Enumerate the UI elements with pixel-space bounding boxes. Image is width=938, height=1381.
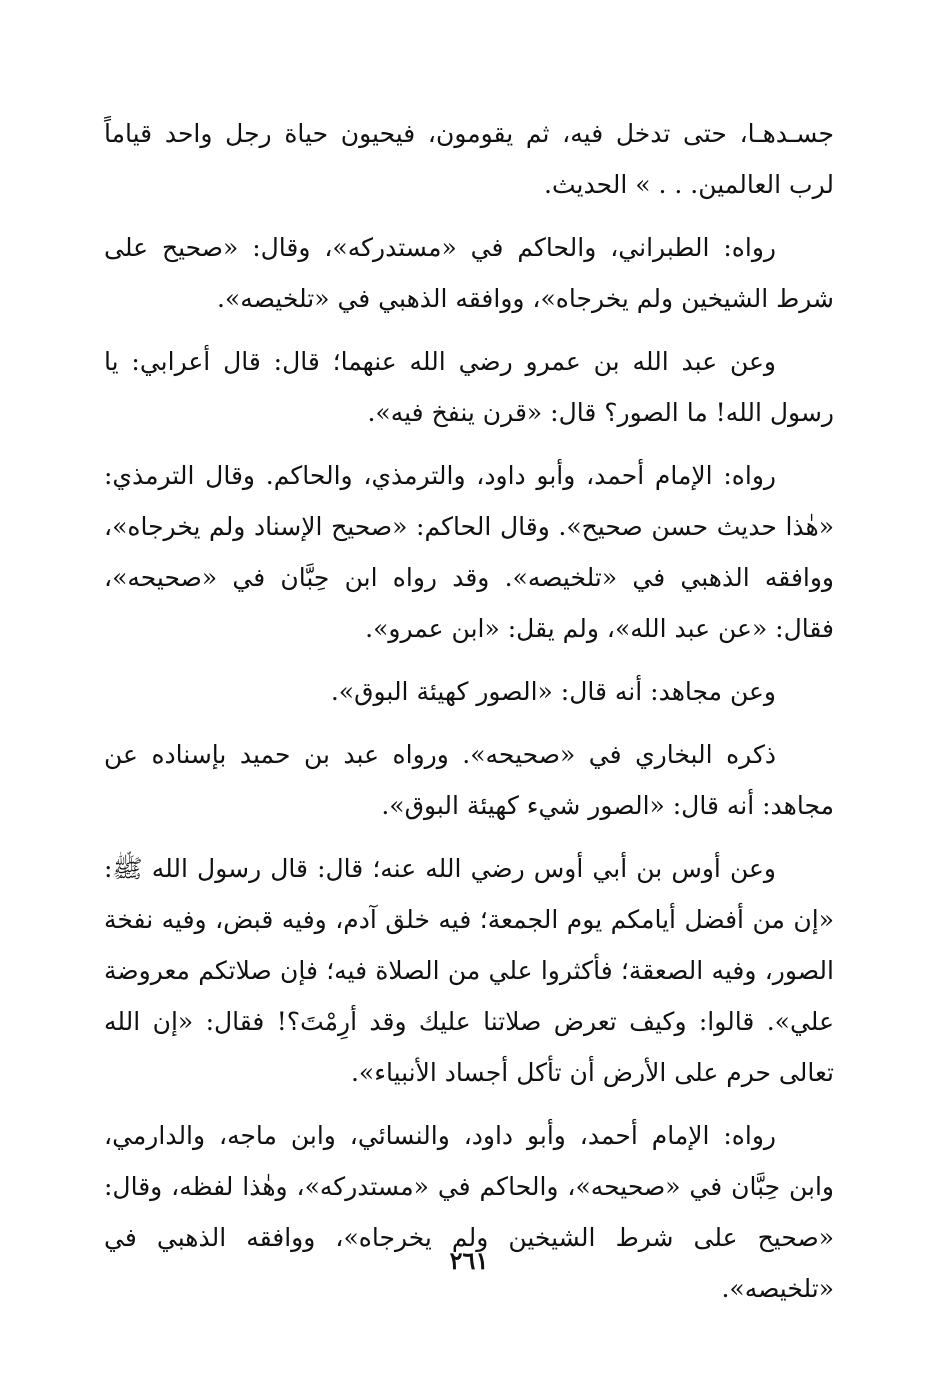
body-text — [104, 108, 834, 1326]
paragraph-8: رواه: الإمام أحمد، وأبو داود، والنسائي، وابن ماجه، والدارمي، وابن حِبَّان في «صحيحه»، والحاكم في «مستدركه»، وهٰذا لفظه، وقال: «صحيح على شرط الشيخين ولم يخرجاه»، ووافقه الذهبي في «تلخيصه». — [104, 1121, 834, 1303]
paragraph-2: رواه: الطبراني، والحاكم في «مستدركه»، وقال: «صحيح على شرط الشيخين ولم يخرجاه»، ووافقه الذهبي في «تلخيصه». — [104, 233, 834, 313]
page-number: ٢٦١ — [449, 1246, 489, 1275]
paragraph-1: جسـدهـا، حتى تدخل فيه، ثم يقومون، فيحيون حياة رجل واحد قياماً لرب العالمين. . . » الحديث. — [104, 119, 834, 199]
paragraph-7: وعن أوس بن أبي أوس رضي الله عنه؛ قال: قال رسول الله ﷺ: «إن من أفضل أيامكم يوم الجمعة؛ فيه خلق آدم، وفيه قبض، وفيه نفخة الصور، وفيه الصعقة؛ فأكثروا علي من الصلاة فيه؛ فإن صلاتكم معروضة علي». قالوا: وكيف تعرض صلاتنا عليك وقد أرِمْتَ؟! فقال: «إن الله تعالى حرم على الأرض أن تأكل أجساد الأنبياء». — [104, 854, 834, 1087]
paragraph-5: وعن مجاهد: أنه قال: «الصور كهيئة البوق». — [330, 677, 776, 706]
paragraph-3: وعن عبد الله بن عمرو رضي الله عنهما؛ قال: قال أعرابي: يا رسول الله! ما الصور؟ قال: «قرن ينفخ فيه». — [104, 347, 834, 427]
paragraph-6: ذكره البخاري في «صحيحه». ورواه عبد بن حميد بإسناده عن مجاهد: أنه قال: «الصور شيء كهيئة البوق». — [104, 740, 834, 820]
paragraph-4: رواه: الإمام أحمد، وأبو داود، والترمذي، والحاكم. وقال الترمذي: «هٰذا حديث حسن صحيح». وقال الحاكم: «صحيح الإسناد ولم يخرجاه»، ووافقه الذهبي في «تلخيصه». وقد رواه ابن حِبَّان في «صحيحه»، فقال: «عن عبد الله»، ولم يقل: «ابن عمرو». — [104, 461, 834, 643]
